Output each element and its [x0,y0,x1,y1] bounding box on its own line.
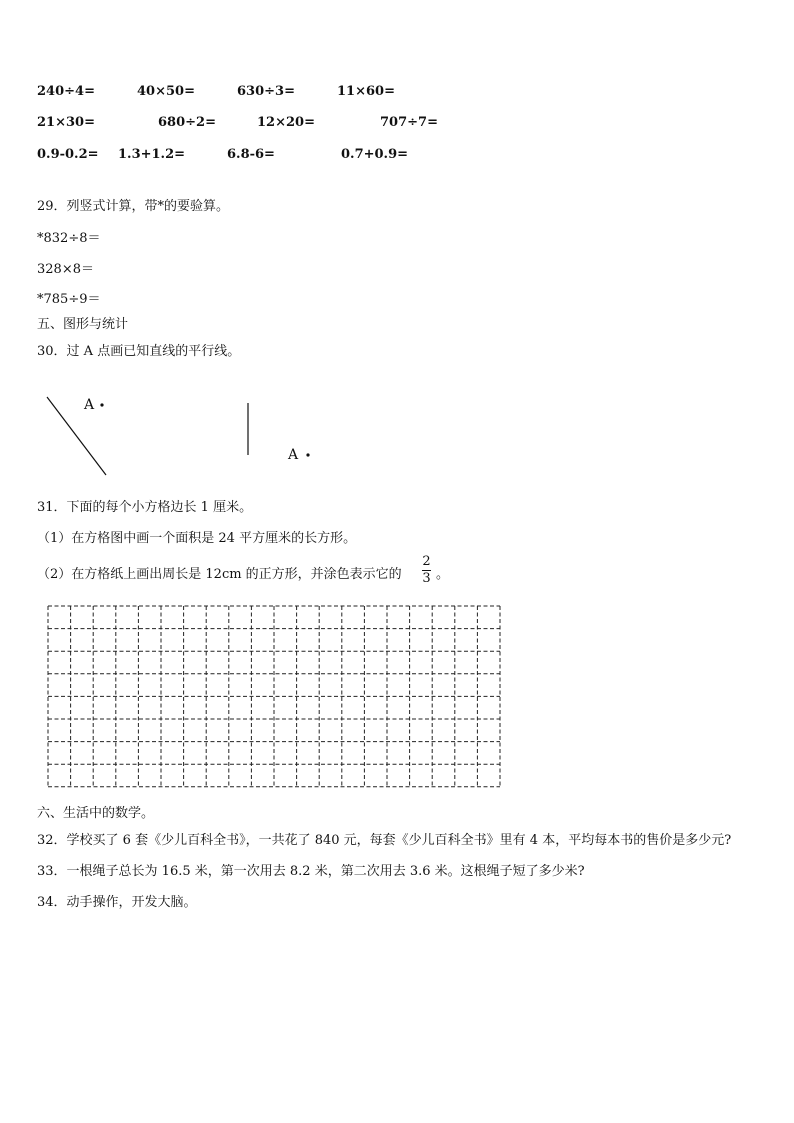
calc-r2-c1: 21×30= [37,115,95,130]
q32-text: 32．学校买了 6 套《少儿百科全书》，一共花了 840 元，每套《少儿百科全书》里有 4 本，平均每本书的售价是多少元? [37,833,732,848]
fraction-numerator: 2 [422,554,431,569]
q30-title: 30．过 A 点画已知直线的平行线。 [37,344,241,359]
q34-text: 34．动手操作，开发大脑。 [37,895,197,910]
q29-title: 29．列竖式计算，带*的要验算。 [37,199,230,214]
calc-r2-c4: 707÷7= [380,115,438,130]
calc-r3-c3: 6.8-6= [227,147,275,162]
calc-r3-c2: 1.3+1.2= [118,147,186,162]
calc-r1-c1: 240÷4= [37,84,95,99]
q29-item-1: *832÷8＝ [37,231,101,246]
calc-r1-c4: 11×60= [337,84,395,99]
q29-item-3: *785÷9＝ [37,292,101,307]
calc-r3-c4: 0.7+0.9= [341,147,409,162]
q31-part2-end: 。 [436,567,450,582]
calc-r2-c2: 680÷2= [158,115,216,130]
section-5-heading: 五、图形与统计 [37,317,129,332]
calc-r2-c3: 12×20= [257,115,315,130]
point-a-2-dot [306,453,309,456]
section-6-heading: 六、生活中的数学。 [37,806,155,821]
q31-title: 31．下面的每个小方格边长 1 厘米。 [37,500,253,515]
calc-r1-c2: 40×50= [137,84,195,99]
fraction [422,555,431,586]
fraction-denominator: 3 [422,571,431,586]
calc-r1-c3: 630÷3= [237,84,295,99]
q31-part2-text: （2）在方格纸上画出周长是 12cm 的正方形，并涂色表示它的 [37,567,402,582]
q31-part1: （1）在方格图中画一个面积是 24 平方厘米的长方形。 [37,531,357,546]
point-a-1-label: A [84,397,95,413]
q29-item-2: 328×8＝ [37,262,94,277]
square-grid [48,606,500,787]
calc-r3-c1: 0.9-0.2= [37,147,99,162]
q31-part2 [37,567,402,583]
point-a-1-dot [100,403,103,406]
q33-text: 33．一根绳子总长为 16.5 米，第一次用去 8.2 米，第二次用去 3.6 米。这根绳子短了多少米? [37,864,585,879]
point-a-2-label: A [288,447,299,463]
slanted-line [47,397,106,475]
